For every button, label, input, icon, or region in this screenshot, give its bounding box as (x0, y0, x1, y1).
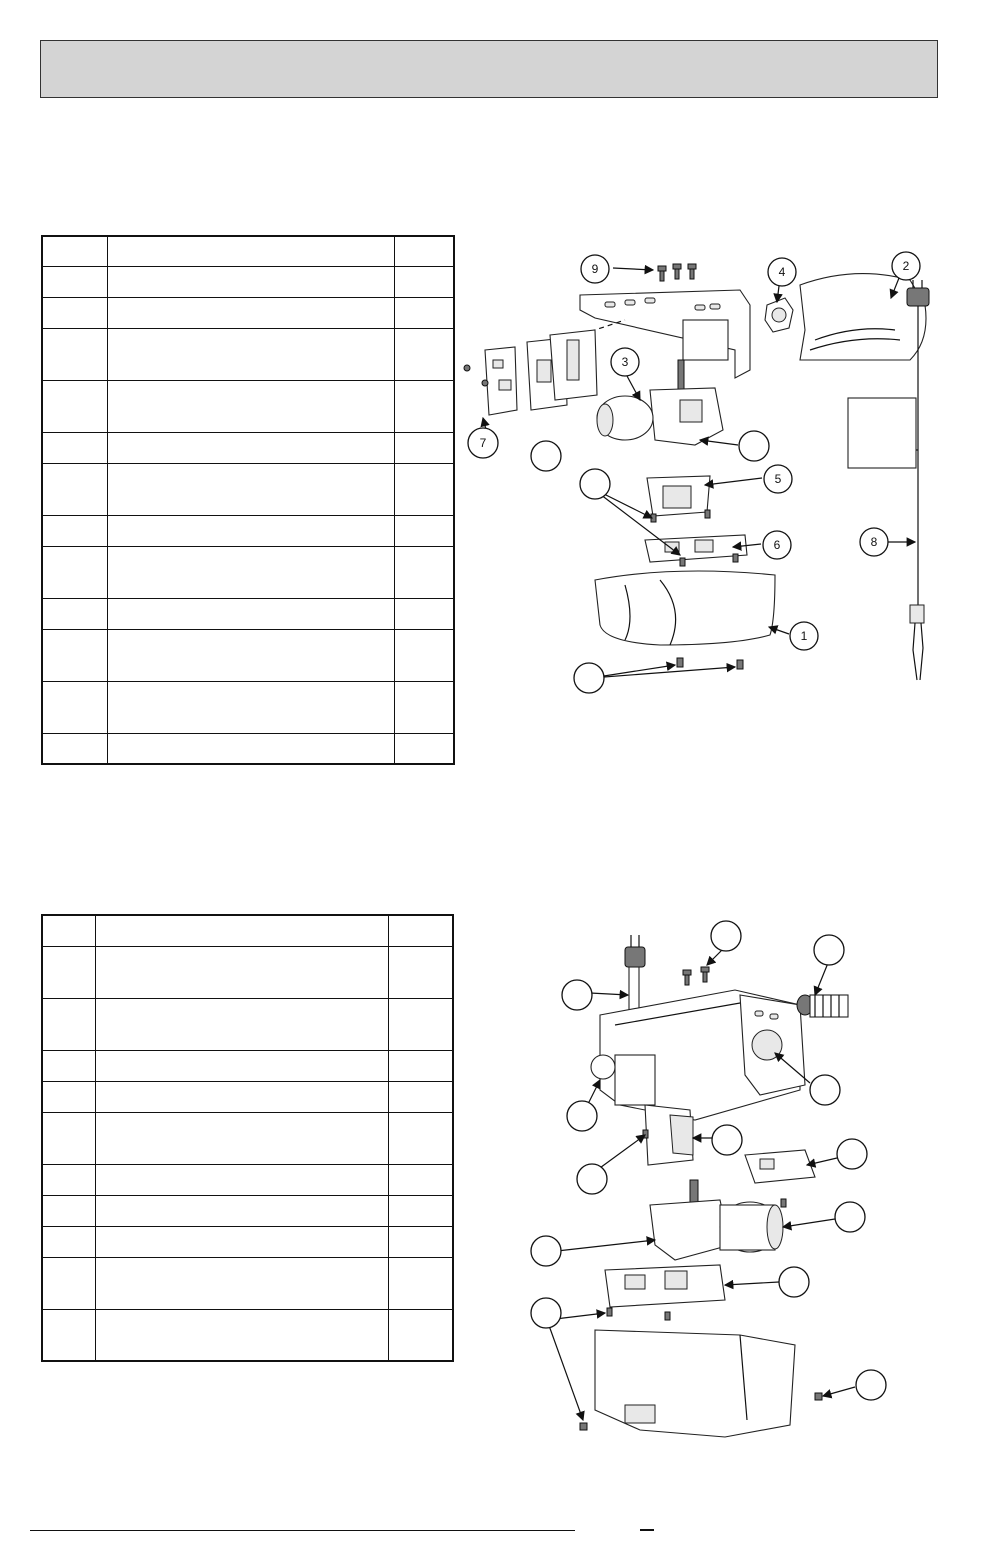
table-cell (107, 432, 395, 463)
table-cell (42, 1195, 95, 1226)
top-cover (800, 274, 926, 360)
table-cell (95, 1195, 389, 1226)
logic-board (464, 330, 597, 415)
motor-icon (650, 1180, 783, 1260)
table-cell (107, 380, 395, 432)
callout-9 (581, 255, 609, 283)
svg-text:5: 5 (774, 472, 782, 486)
callout-blank-2 (814, 935, 844, 965)
callout-blank-1 (711, 921, 741, 951)
table-cell (42, 1164, 95, 1195)
callout-blank-4 (810, 1075, 840, 1105)
callout-blank-8 (577, 1164, 607, 1194)
table-cell (389, 946, 453, 998)
callout-5 (764, 465, 792, 493)
callout-blank-5 (567, 1101, 597, 1131)
table-cell (42, 297, 107, 328)
table-header-cell (42, 236, 107, 266)
screw-icon (683, 967, 709, 985)
table-row (42, 546, 454, 598)
callout-blank-12 (531, 1298, 561, 1328)
parts-table-2 (41, 914, 454, 1362)
table-cell (395, 328, 454, 380)
table-cell (389, 1164, 453, 1195)
table-row (42, 515, 454, 546)
table-cell (42, 733, 107, 764)
table-cell (107, 515, 395, 546)
table-cell (395, 546, 454, 598)
table-cell (395, 733, 454, 764)
svg-text:1: 1 (800, 629, 808, 643)
table-cell (42, 546, 107, 598)
table-cell (389, 1112, 453, 1164)
logic-board (745, 1150, 815, 1207)
callout-7 (468, 428, 498, 458)
table-row (42, 681, 454, 733)
callout-blank-9 (835, 1202, 865, 1232)
callout-blank-7 (837, 1139, 867, 1169)
table-cell (95, 1164, 389, 1195)
bottom-cover (580, 1330, 822, 1437)
table-cell (389, 1081, 453, 1112)
table-cell (389, 1257, 453, 1309)
table-cell (107, 629, 395, 681)
table-cell (95, 1081, 389, 1112)
header-bar (40, 40, 938, 98)
svg-text:7: 7 (479, 436, 487, 450)
table-cell (42, 515, 107, 546)
table-row (42, 915, 453, 946)
table-cell (395, 681, 454, 733)
table-cell (42, 1257, 95, 1309)
table-cell (42, 463, 107, 515)
table-cell (395, 463, 454, 515)
table-cell (395, 515, 454, 546)
table-header-cell (42, 915, 95, 946)
table-cell (95, 946, 389, 998)
table-cell (42, 1050, 95, 1081)
callout-blank-11 (779, 1267, 809, 1297)
table-header-cell (95, 915, 389, 946)
callout-2 (892, 252, 920, 280)
table-cell (389, 1050, 453, 1081)
table-cell (107, 546, 395, 598)
table-row (42, 1257, 453, 1309)
svg-text:8: 8 (870, 535, 878, 549)
table-cell (107, 598, 395, 629)
footer-mark (640, 1529, 654, 1531)
callout-4 (768, 258, 796, 286)
table-cell (95, 1112, 389, 1164)
table-cell (95, 1257, 389, 1309)
chassis-frame (591, 990, 805, 1120)
table-cell (107, 266, 395, 297)
callout-3 (611, 348, 639, 376)
exploded-view-diagram-2 (515, 915, 995, 1445)
table-cell (389, 1226, 453, 1257)
footer-rule (30, 1530, 575, 1531)
table-row (42, 297, 454, 328)
callout-blank-d (574, 663, 604, 693)
screw-icon (658, 264, 696, 281)
mounting-plate (647, 476, 710, 522)
table-header-cell (389, 915, 453, 946)
table-row (42, 1195, 453, 1226)
table-cell (42, 328, 107, 380)
table-cell (42, 1081, 95, 1112)
table-cell (107, 681, 395, 733)
table-row (42, 432, 454, 463)
capacitor-box (643, 1105, 693, 1165)
callout-8 (860, 528, 888, 556)
table-cell (389, 1309, 453, 1361)
exploded-view-diagram-1 (455, 250, 995, 700)
table-cell (42, 598, 107, 629)
callout-6 (763, 531, 791, 559)
parts-table-1 (41, 235, 455, 765)
table-cell (107, 733, 395, 764)
table-row (42, 1226, 453, 1257)
table-cell (42, 681, 107, 733)
table-cell (389, 1195, 453, 1226)
table-row (42, 946, 453, 998)
light-socket-icon (765, 298, 793, 332)
table-cell (95, 1309, 389, 1361)
table-cell (395, 598, 454, 629)
callout-blank-b (739, 431, 769, 461)
table-row (42, 598, 454, 629)
table-cell (42, 432, 107, 463)
table-cell (107, 328, 395, 380)
table-cell (395, 380, 454, 432)
table-cell (95, 1050, 389, 1081)
callout-blank-a (531, 441, 561, 471)
svg-text:9: 9 (591, 262, 599, 276)
table-cell (42, 946, 95, 998)
table-cell (107, 463, 395, 515)
table-cell (395, 297, 454, 328)
table-row (42, 266, 454, 297)
table-cell (107, 297, 395, 328)
callout-blank-c (580, 469, 610, 499)
table-cell (395, 432, 454, 463)
table-row (42, 236, 454, 266)
table-cell (42, 629, 107, 681)
table-cell (42, 1112, 95, 1164)
table-cell (389, 998, 453, 1050)
table-row (42, 328, 454, 380)
table-row (42, 1112, 453, 1164)
callout-blank-3 (562, 980, 592, 1010)
table-cell (395, 266, 454, 297)
table-cell (42, 1309, 95, 1361)
callout-blank-13 (856, 1370, 886, 1400)
bottom-cover (595, 571, 775, 669)
svg-text:2: 2 (902, 259, 910, 273)
table-header-cell (107, 236, 395, 266)
callout-1 (790, 622, 818, 650)
svg-text:3: 3 (621, 355, 629, 369)
table-cell (42, 266, 107, 297)
table-cell (395, 629, 454, 681)
table-header-cell (395, 236, 454, 266)
light-socket-icon (797, 995, 848, 1017)
callout-blank-10 (531, 1236, 561, 1266)
table-row (42, 998, 453, 1050)
callout-blank-6 (712, 1125, 742, 1155)
table-cell (42, 380, 107, 432)
svg-text:4: 4 (778, 265, 786, 279)
table-row (42, 1164, 453, 1195)
table-cell (42, 998, 95, 1050)
table-cell (95, 998, 389, 1050)
table-row (42, 1081, 453, 1112)
table-row (42, 463, 454, 515)
table-row (42, 380, 454, 432)
table-row (42, 1050, 453, 1081)
table-cell (95, 1226, 389, 1257)
svg-text:6: 6 (773, 538, 781, 552)
table-row (42, 629, 454, 681)
table-cell (42, 1226, 95, 1257)
table-row (42, 733, 454, 764)
table-row (42, 1309, 453, 1361)
motor-board (605, 1265, 725, 1320)
